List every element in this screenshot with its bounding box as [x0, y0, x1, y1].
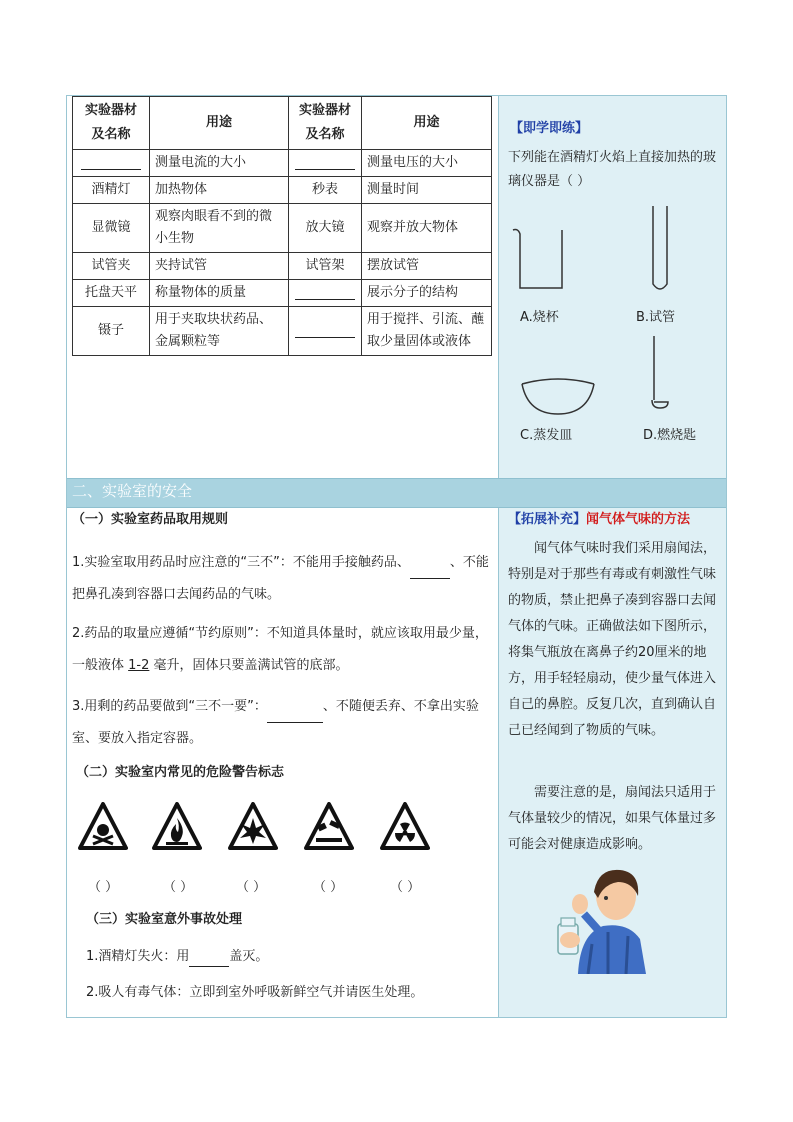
- header-use-2: 用途: [362, 97, 492, 150]
- table-row: [73, 150, 492, 177]
- table-row: [73, 307, 492, 356]
- cell-use: 用于夹取块状药品、金属颗粒等: [150, 307, 289, 356]
- table-row: [73, 280, 492, 307]
- cell-use: 展示分子的结构: [362, 280, 492, 307]
- rule-2: 2.药品的取量应遵循“节约原则”：不知道具体量时，就应该取用最少量，一般液体 1-2 毫升，固体只要盖满试管的底部。: [72, 626, 488, 673]
- smelling-gas-illustration: [548, 864, 658, 974]
- header-equipment-1: 实验器材 及名称: [73, 97, 150, 150]
- cell-name: 试管夹: [73, 253, 150, 280]
- evaporating-dish-icon: [518, 372, 598, 418]
- cell-use: 用于搅拌、引流、蘸取少量固体或液体: [362, 307, 492, 356]
- cell-use: 称量物体的质量: [150, 280, 289, 307]
- cell-use: 夹持试管: [150, 253, 289, 280]
- equipment-table: [72, 96, 492, 356]
- rule-1-blank[interactable]: [410, 546, 450, 579]
- cell-name: 秒表: [289, 177, 362, 204]
- cell-use: 观察肉眼看不到的微小生物: [150, 204, 289, 253]
- sign-answer-5[interactable]: （ ）: [390, 880, 421, 895]
- accident-2: 2.吸人有毒气体：立即到室外呼吸新鲜空气并请医生处理。: [86, 985, 424, 1000]
- combustion-spoon-icon: [644, 334, 674, 414]
- cell-use: 观察并放大物体: [362, 204, 492, 253]
- header-equipment-2: 实验器材 及名称: [289, 97, 362, 150]
- cell-name: 酒精灯: [73, 177, 150, 204]
- option-b: B.试管: [636, 310, 676, 325]
- practice-question: 下列能在酒精灯火焰上直接加热的玻璃仪器是（ ）: [508, 150, 717, 189]
- rule-3: 3.用剩的药品要做到“三不一要”： 、不随便丢弃、不拿出实验室、要放入指定容器。: [72, 690, 494, 755]
- cell-name: 镊子: [73, 307, 150, 356]
- cell-name: 放大镜: [289, 204, 362, 253]
- table-row: [73, 177, 492, 204]
- cell-use: 测量电压的大小: [362, 150, 492, 177]
- cell-name-blank[interactable]: [289, 307, 362, 356]
- table-header-row: [73, 97, 492, 150]
- radioactive-sign-icon: [380, 802, 430, 852]
- flammable-sign-icon: [152, 802, 202, 852]
- sign-answer-1[interactable]: （ ）: [88, 880, 119, 895]
- cell-use: 加热物体: [150, 177, 289, 204]
- table-row: [73, 204, 492, 253]
- accident-1-blank[interactable]: [189, 946, 229, 967]
- table-row: [73, 253, 492, 280]
- sign-answer-2[interactable]: （ ）: [163, 880, 194, 895]
- accident-1: 1.酒精灯失火：用 盖灭。: [86, 946, 268, 967]
- rule-1: 1.实验室取用药品时应注意的“三不”：不能用手接触药品、 、不能把鼻孔凑到容器口去闻药品的气味。: [72, 546, 494, 611]
- option-a: A.烧杯: [520, 310, 559, 325]
- rule-3-blank[interactable]: [267, 690, 323, 723]
- sign-answer-3[interactable]: （ ）: [236, 880, 267, 895]
- toxic-sign-icon: [78, 802, 128, 852]
- cell-name: 托盘天平: [73, 280, 150, 307]
- cell-name-blank[interactable]: [289, 150, 362, 177]
- cell-name: 试管架: [289, 253, 362, 280]
- explosive-sign-icon: [228, 802, 278, 852]
- cell-name-blank[interactable]: [289, 280, 362, 307]
- cell-use: 摆放试管: [362, 253, 492, 280]
- sub3-heading: （三）实验室意外事故处理: [86, 912, 243, 927]
- section-title: 二、实验室的安全: [72, 482, 193, 500]
- sign-answer-4[interactable]: （ ）: [313, 880, 344, 895]
- cell-name-blank[interactable]: [73, 150, 150, 177]
- sub1-heading: （一）实验室药品取用规则: [72, 512, 229, 527]
- beaker-icon: [510, 220, 570, 292]
- practice-label: 【即学即练】: [510, 121, 589, 136]
- header-use-1: 用途: [150, 97, 289, 150]
- column-divider: [498, 96, 499, 1017]
- corrosive-sign-icon: [304, 802, 354, 852]
- extension-para-2: 需要注意的是，扇闻法只适用于气体量较少的情况，如果气体量过多可能会对健康造成影响。: [508, 785, 717, 852]
- test-tube-icon: [650, 204, 670, 294]
- extension-para-1: 闻气体气味时我们采用扇闻法，特别是对于那些有毒或有刺激性气味的物质，禁止把鼻子凑到容器口去闻气体的气味。正确做法如下图所示，将集气瓶放在离鼻子约20厘米的地方，用手轻轻扇动，使少量气体进入自己的鼻腔。反复几次，直到确认自己已经闻到了物质的气味。: [508, 541, 717, 738]
- cell-use: 测量时间: [362, 177, 492, 204]
- extension-header: 【拓展补充】闻气体气味的方法: [508, 512, 691, 527]
- sub2-heading: （二）实验室内常见的危险警告标志: [76, 765, 285, 780]
- option-c: C.蒸发皿: [520, 428, 573, 443]
- cell-use: 测量电流的大小: [150, 150, 289, 177]
- cell-name: 显微镜: [73, 204, 150, 253]
- option-d: D.燃烧匙: [643, 428, 697, 443]
